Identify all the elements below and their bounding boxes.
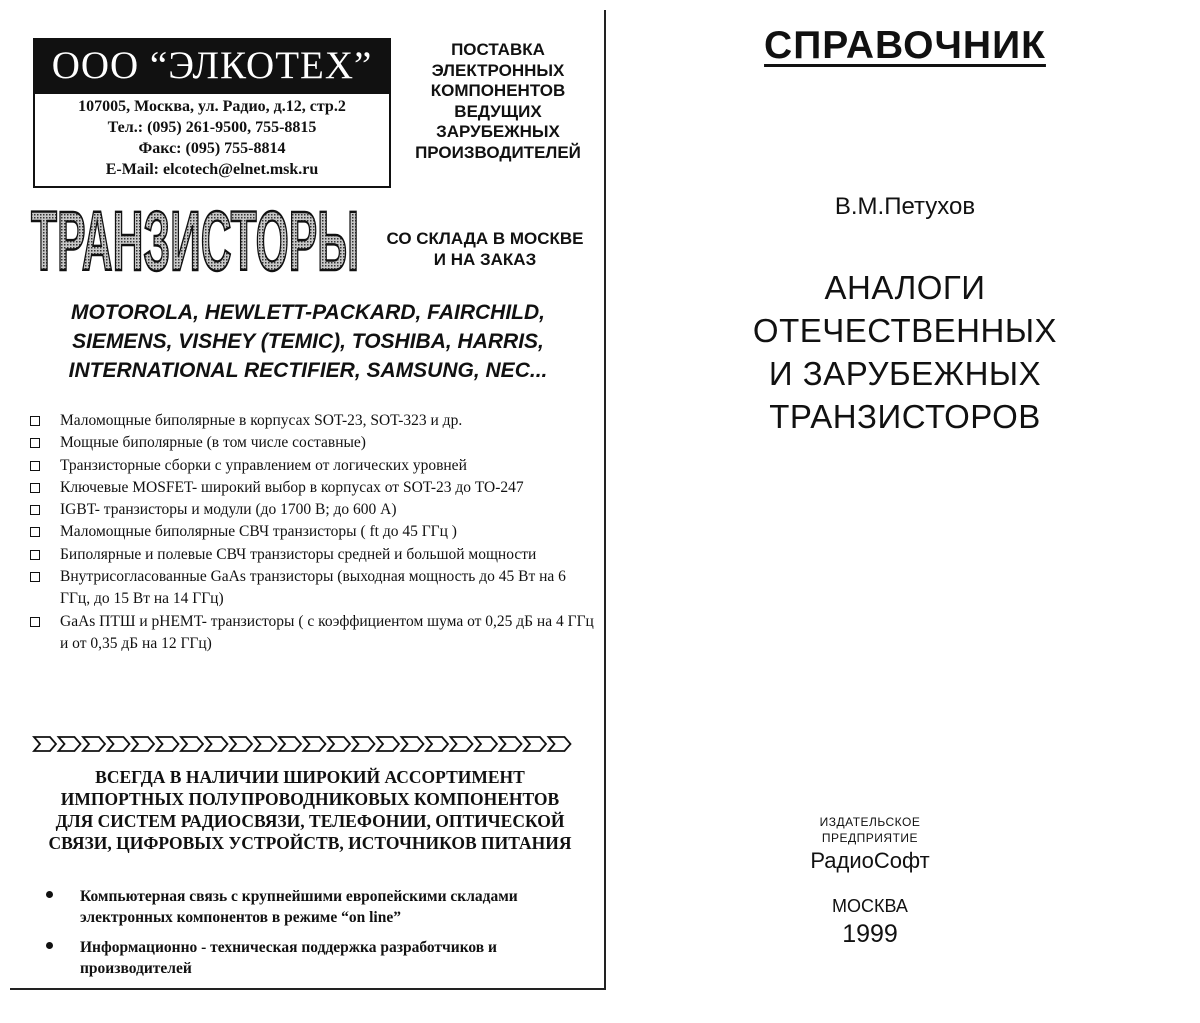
chevron-shape <box>83 737 105 751</box>
title-line: И ЗАРУБЕЖНЫХ <box>768 355 1042 392</box>
supply-line: ЗАРУБЕЖНЫХ <box>436 122 560 141</box>
chevron-shape <box>59 737 81 751</box>
assortment-line: ДЛЯ СИСТЕМ РАДИОСВЯЗИ, ТЕЛЕФОНИИ, ОПТИЧЕСКОЙ <box>55 811 565 831</box>
chevron-shape <box>132 737 154 751</box>
square-bullet-icon <box>30 505 40 515</box>
book-title <box>705 266 1105 438</box>
chevron-shape <box>279 737 301 751</box>
list-item: Компьютерная связь с крупнейшими европейскими складами электронных компонентов в режиме “on line” <box>28 886 598 928</box>
service-list <box>28 886 598 988</box>
title-line: ОТЕЧЕСТВЕННЫХ <box>752 312 1058 349</box>
supply-line: ПРОИЗВОДИТЕЛЕЙ <box>415 142 581 162</box>
assortment-statement <box>20 766 600 854</box>
title-line: ТРАНЗИСТОРОВ <box>769 398 1041 435</box>
transistors-headline-logo <box>28 196 363 278</box>
supply-line: ПОСТАВКА <box>451 40 545 59</box>
square-bullet-icon <box>30 461 40 471</box>
chevron-shape <box>451 737 473 751</box>
chevron-shape <box>328 737 350 751</box>
brand-line: SIEMENS, VISHEY (TEMIC), TOSHIBA, HARRIS, <box>72 330 544 353</box>
company-name: ООО “ЭЛКОТЕХ” <box>35 40 389 94</box>
chevron-shape <box>402 737 424 751</box>
supply-line: КОМПОНЕНТОВ <box>430 81 566 100</box>
brand-line: INTERNATIONAL RECTIFIER, SAMSUNG, NEC... <box>68 359 548 382</box>
chevron-shape <box>304 737 326 751</box>
list-item: Мощные биполярные (в том числе составные) <box>28 432 598 454</box>
list-item: Транзисторные сборки с управлением от логических уровней <box>28 455 598 477</box>
assortment-line: СВЯЗИ, ЦИФРОВЫХ УСТРОЙСТВ, ИСТОЧНИКОВ ПИТАНИЯ <box>48 833 572 853</box>
chevron-shape <box>206 737 228 751</box>
chevron-shape <box>34 737 56 751</box>
assortment-line: ИМПОРТНЫХ ПОЛУПРОВОДНИКОВЫХ КОМПОНЕНТОВ <box>60 789 560 809</box>
company-phone: Тел.: (095) 261-9500, 755-8815 <box>107 119 317 136</box>
stock-line: СО СКЛАДА В МОСКВЕ <box>386 229 584 248</box>
list-item: Маломощные биполярные СВЧ транзисторы ( ft до 45 ГГц ) <box>28 521 598 543</box>
publication-city: МОСКВА <box>832 896 908 916</box>
list-item: GaAs ПТШ и pHEMT- транзисторы ( с коэффициентом шума от 0,25 дБ на 4 ГГц и от 0,35 дБ на 12 ГГц) <box>28 611 598 656</box>
author-name: В.М.Петухов <box>834 193 976 220</box>
list-item: Маломощные биполярные в корпусах SOT-23, SOT-323 и др. <box>28 410 598 432</box>
brand-line: MOTOROLA, HEWLETT-PACKARD, FAIRCHILD, <box>70 301 546 324</box>
stock-tagline <box>365 228 605 270</box>
title-line: АНАЛОГИ <box>824 269 986 306</box>
stock-line: И НА ЗАКАЗ <box>433 250 537 269</box>
square-bullet-icon <box>30 550 40 560</box>
chevron-shape <box>181 737 203 751</box>
chevron-shape <box>475 737 497 751</box>
square-bullet-icon <box>30 416 40 426</box>
chevron-shape <box>426 737 448 751</box>
round-bullet-icon <box>46 891 53 898</box>
publisher-type-line: ПРЕДПРИЯТИЕ <box>821 831 919 845</box>
chevron-shape <box>230 737 252 751</box>
company-email: E-Mail: elcotech@elnet.msk.ru <box>105 161 319 178</box>
square-bullet-icon <box>30 572 40 582</box>
advertisement-page <box>10 10 606 990</box>
publisher-type-line: ИЗДАТЕЛЬСКОЕ <box>819 815 921 829</box>
company-fax: Факс: (095) 755-8814 <box>138 140 286 157</box>
chevron-divider <box>30 733 590 755</box>
supply-tagline <box>398 40 598 163</box>
product-list <box>28 410 598 655</box>
publisher-type <box>810 814 930 846</box>
assortment-line: ВСЕГДА В НАЛИЧИИ ШИРОКИЙ АССОРТИМЕНТ <box>95 767 525 787</box>
list-item: Внутрисогласованные GaAs транзисторы (выходная мощность до 45 Вт на 6 ГГц, до 15 Вт на 14 ГГц) <box>28 566 598 611</box>
list-item: Ключевые MOSFET- широкий выбор в корпусах от SOT-23 до TO-247 <box>28 477 598 499</box>
chevron-shape <box>108 737 130 751</box>
company-address: 107005, Москва, ул. Радио, д.12, стр.2 <box>78 98 346 115</box>
chevron-shape <box>500 737 522 751</box>
square-bullet-icon <box>30 438 40 448</box>
supply-line: ЭЛЕКТРОННЫХ <box>431 60 565 80</box>
chevron-shape <box>524 737 546 751</box>
square-bullet-icon <box>30 617 40 627</box>
list-item: Биполярные и полевые СВЧ транзисторы средней и большой мощности <box>28 544 598 566</box>
list-item: Информационно - техническая поддержка разработчиков и производителей <box>28 937 598 979</box>
square-bullet-icon <box>30 527 40 537</box>
headline-text: ТРАНЗИСТОРЫ <box>31 196 359 278</box>
chevron-shape <box>377 737 399 751</box>
chevron-shape <box>157 737 179 751</box>
chevron-shape <box>353 737 375 751</box>
company-contact-box <box>33 38 391 188</box>
chevron-shape <box>549 737 571 751</box>
book-type-label: СПРАВОЧНИК <box>764 24 1046 67</box>
round-bullet-icon <box>46 942 53 949</box>
publisher-name: РадиоСофт <box>810 848 930 873</box>
square-bullet-icon <box>30 483 40 493</box>
chevron-shape <box>255 737 277 751</box>
supply-line: ВЕДУЩИХ <box>454 101 542 121</box>
brand-list <box>22 298 594 385</box>
publication-year: 1999 <box>842 920 898 948</box>
list-item: IGBT- транзисторы и модули (до 1700 В; до 600 А) <box>28 499 598 521</box>
